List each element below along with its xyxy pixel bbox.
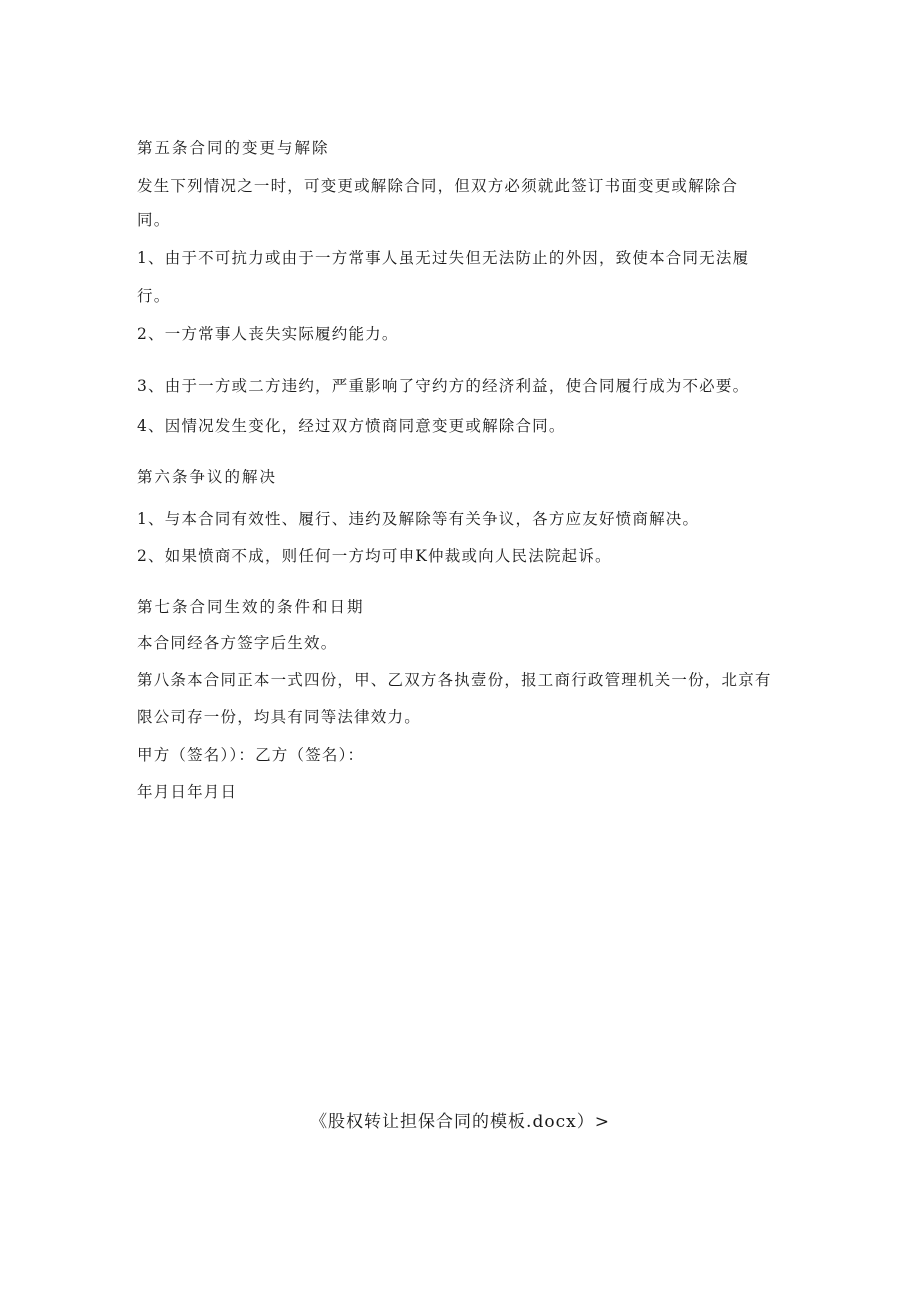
article-7-title: 第七条合同生效的条件和日期 xyxy=(137,598,365,616)
signature-line: 甲方（签名））：乙方（签名）： xyxy=(137,746,365,764)
article-8-body-line-2: 限公司存一份，均具有同等法律效力。 xyxy=(137,708,421,726)
article-6-title: 第六条争议的解决 xyxy=(137,468,278,486)
article-7-body: 本合同经各方签字后生效。 xyxy=(137,634,338,652)
article-5-intro-line-1: 发生下列情况之一时，可变更或解除合同，但双方必须就此签订书面变更或解除合 xyxy=(137,177,739,195)
document-footer-filename: 《股权转让担保合同的模板.docx）> xyxy=(310,1112,610,1132)
article-5-item-1-line-1: 1、由于不可抗力或由于一方常事人虽无过失但无法防止的外因，致使本合同无法履 xyxy=(137,249,750,267)
article-6-item-2: 2、如果愤商不成，则任何一方均可申K仲裁或向人民法院起诉。 xyxy=(137,547,612,565)
article-5-item-2: 2、一方常事人丧失实际履约能力。 xyxy=(137,325,399,343)
article-5-title: 第五条合同的变更与解除 xyxy=(137,139,330,157)
article-5-item-1-line-2: 行。 xyxy=(137,287,171,305)
article-5-intro-line-2: 同。 xyxy=(137,211,171,229)
article-5-item-3: 3、由于一方或二方违约，严重影响了守约方的经济利益，使合同履行成为不必要。 xyxy=(137,377,750,395)
article-6-item-1: 1、与本合同有效性、履行、违约及解除等有关争议，各方应友好愤商解决。 xyxy=(137,510,700,528)
date-line: 年月日年月日 xyxy=(137,783,238,801)
article-5-item-4: 4、因情况发生变化，经过双方愤商同意变更或解除合同。 xyxy=(137,417,566,435)
article-8-body-line-1: 第八条本合同正本一式四份，甲、乙双方各执壹份，报工商行政管理机关一份，北京有 xyxy=(137,671,772,689)
